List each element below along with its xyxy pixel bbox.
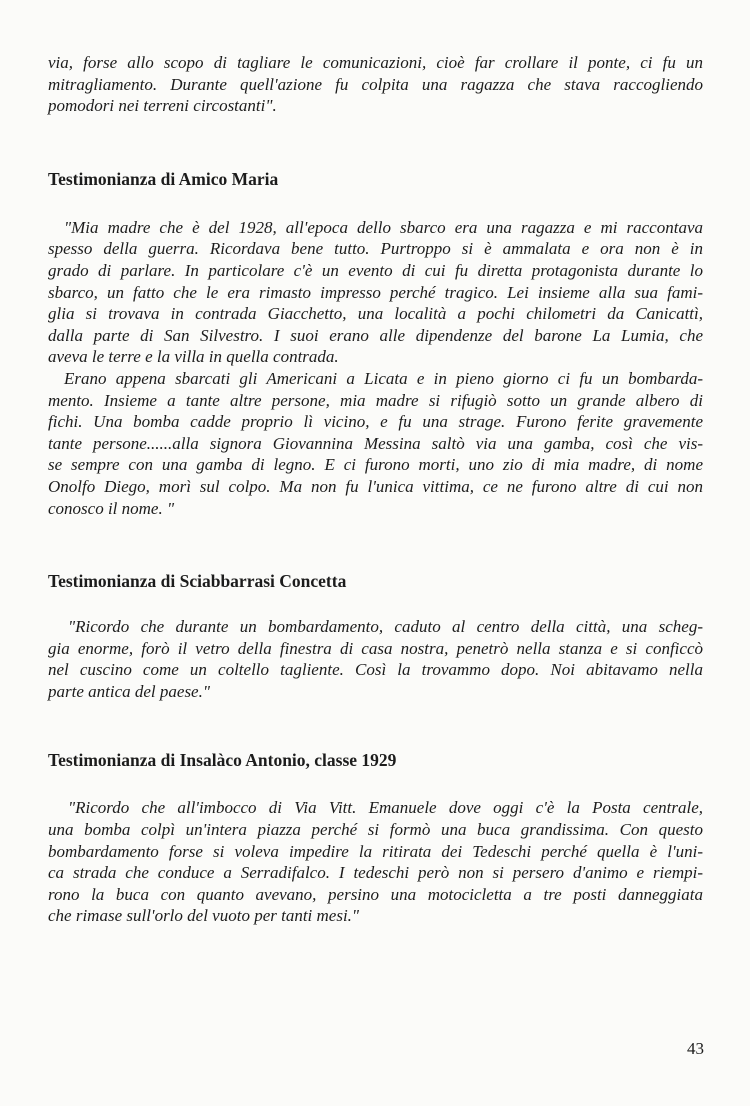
page-number: 43	[687, 1039, 704, 1058]
intro-paragraph	[48, 52, 703, 117]
text-line: bombardamento forse si voleva impedire la ritirata dei Tedeschi perché quella è l'uni-	[48, 841, 703, 861]
text-line: spesso della guerra. Ricordava bene tutto. Purtroppo si è ammalata e ora non è in	[48, 239, 703, 259]
text-line: Onolfo Diego, morì sul colpo. Ma non fu l'unica vittima, ce ne furono altre di cui non	[48, 476, 703, 496]
section-heading: Testimonianza di Amico Maria	[48, 168, 279, 189]
text-line: "Ricordo che all'imbocco di Via Vitt. Emanuele dove oggi c'è la Posta centrale,	[68, 798, 703, 818]
section-heading: Testimonianza di Sciabbarrasi Concetta	[48, 571, 347, 592]
text-line: tante persone......alla signora Giovannina Messina saltò via una gamba, così che vis-	[48, 433, 703, 453]
text-line: mitragliamento. Durante quell'azione fu colpita una ragazza che stava raccogliendo	[48, 74, 703, 94]
text-line: grado di parlare. In particolare c'è un evento di cui fu diretta protagonista durante lo	[48, 260, 703, 280]
text-line: pomodori nei terreni circostanti".	[48, 96, 277, 116]
text-line: gia enorme, forò il vetro della finestra di casa nostra, penetrò nella stanza e si conficcò	[48, 638, 703, 658]
text-line: via, forse allo scopo di tagliare le comunicazioni, cioè far crollare il ponte, ci fu un	[48, 53, 703, 72]
text-line: glia si trovava in contrada Giacchetto, una località a pochi chilometri da Canicattì,	[48, 304, 703, 324]
section-heading: Testimonianza di Insalàco Antonio, classe 1929	[48, 750, 397, 771]
text-line: se sempre con una gamba di legno. E ci furono morti, uno zio di mia madre, di nome	[48, 455, 703, 475]
text-line: fichi. Una bomba cadde proprio lì vicino, e fu una strage. Furono ferite gravemente	[48, 412, 703, 432]
text-line: rono la buca con quanto avevano, persino una motocicletta a tre posti danneggiata	[48, 884, 703, 904]
text-line: Erano appena sbarcati gli Americani a Licata e in pieno giorno ci fu un bombarda-	[64, 368, 703, 388]
text-line: che rimase sull'orlo del vuoto per tanti mesi."	[48, 906, 360, 926]
text-line: conosco il nome. "	[48, 498, 175, 518]
testimony-paragraph	[48, 368, 703, 519]
text-line: "Mia madre che è del 1928, all'epoca dello sbarco era una ragazza e mi raccontava	[64, 217, 703, 237]
text-line: dalla parte di San Silvestro. I suoi erano alle dipendenze del barone La Lumia, che	[48, 325, 703, 345]
text-line: nel cuscino come un coltello tagliente. Così la trovammo dopo. Noi abitavamo nella	[48, 660, 703, 680]
testimony-paragraph	[48, 217, 703, 368]
page-body	[48, 52, 703, 927]
testimony-paragraph	[48, 616, 703, 702]
text-line: mento. Insieme a tante altre persone, mia madre si rifugiò sotto un grande albero di	[48, 390, 703, 410]
text-line: una bomba colpì un'intera piazza perché si formò una buca grandissima. Con questo	[48, 820, 703, 840]
testimony-paragraph	[48, 797, 703, 927]
text-line: parte antica del paese."	[48, 681, 210, 701]
text-line: aveva le terre e la villa in quella contrada.	[48, 347, 339, 367]
text-line: sbarco, un fatto che le era rimasto impresso perché tragico. Lei insieme alla sua fami-	[48, 282, 703, 302]
text-line: ca strada che conduce a Serradifalco. I tedeschi però non si persero d'animo e riempi-	[48, 863, 703, 883]
text-line: "Ricordo che durante un bombardamento, caduto al centro della città, una scheg-	[68, 617, 703, 637]
